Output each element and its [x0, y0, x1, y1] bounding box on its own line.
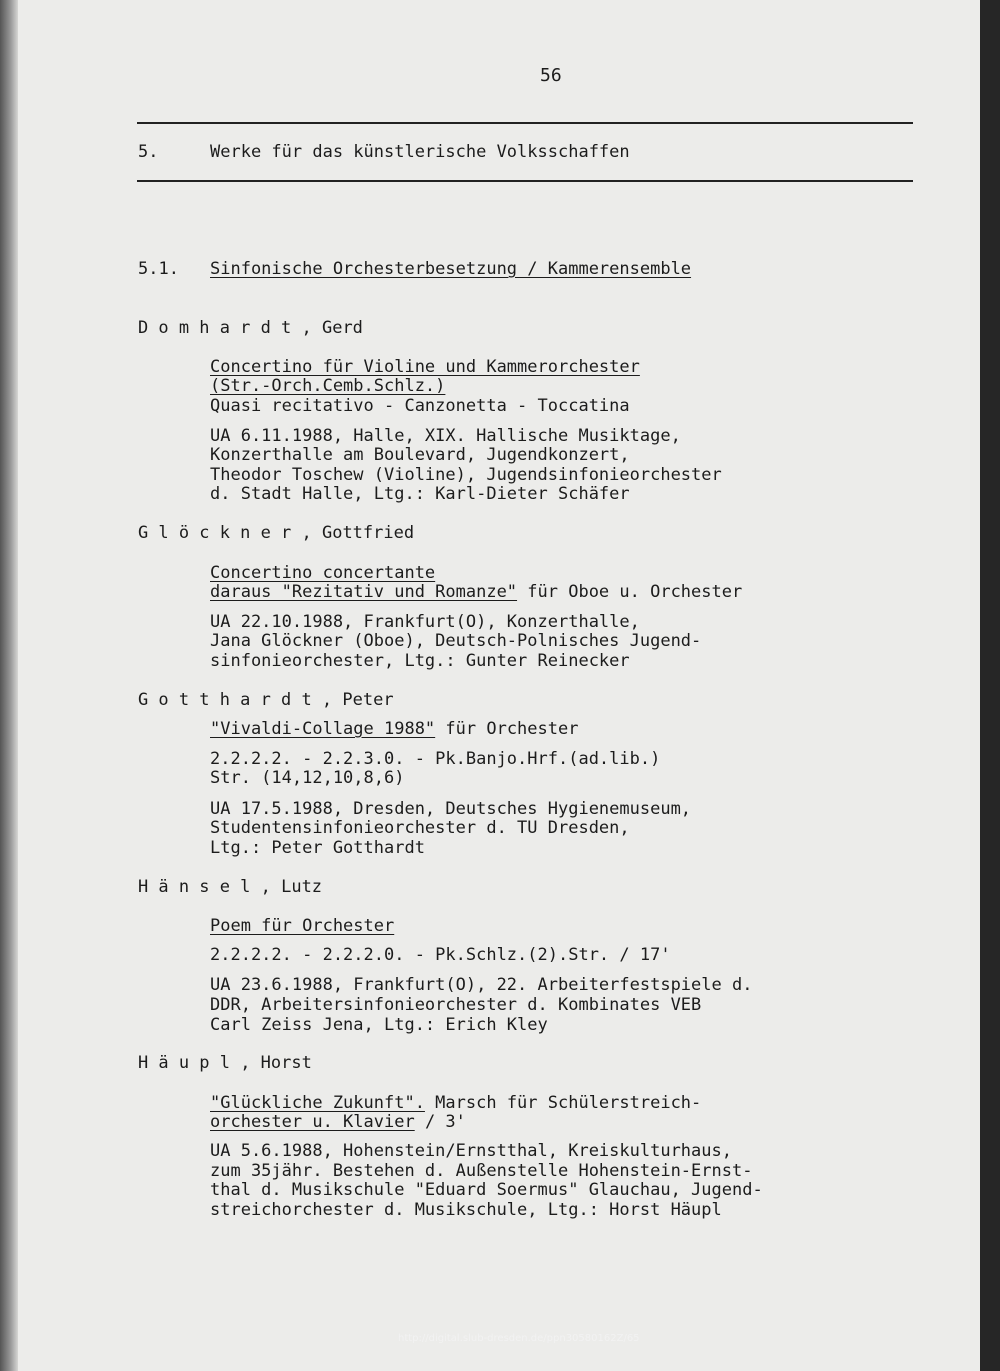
work-title-line	[210, 1094, 701, 1114]
work-title-line-2	[210, 1113, 466, 1133]
section-title: Werke für das künstlerische Volksschaffen	[210, 142, 630, 162]
work-title-description: Marsch für Schülerstreich-	[424, 1093, 702, 1113]
work-title-continued: orchester u. Klavier	[210, 1112, 415, 1132]
section-number: 5.	[138, 142, 159, 162]
work-title: Concertino für Violine und Kammerorchester	[210, 357, 640, 377]
premiere-line: d. Stadt Halle, Ltg.: Karl-Dieter Schäfer	[210, 484, 630, 504]
premiere-line: Studentensinfonieorchester d. TU Dresden,	[210, 818, 630, 838]
section-rule-bottom	[137, 180, 913, 182]
composer-name: Gotthardt, Peter	[138, 690, 394, 710]
scoring-line: Str. (14,12,10,8,6)	[210, 768, 405, 788]
scoring-line: 2.2.2.2. - 2.2.2.0. - Pk.Schlz.(2).Str. / 17'	[210, 945, 671, 965]
work-title-line	[210, 720, 578, 740]
work-excerpt-title: daraus "Rezitativ und Romanze"	[210, 582, 518, 602]
premiere-line: UA 23.6.1988, Frankfurt(O), 22. Arbeiterfestspiele d.	[210, 975, 753, 995]
work-title: Concertino concertante	[210, 563, 436, 583]
premiere-line: Konzerthalle am Boulevard, Jugendkonzert,	[210, 445, 630, 465]
composer-surname: Glöckner	[138, 523, 302, 543]
premiere-line: Ltg.: Peter Gotthardt	[210, 838, 425, 858]
work-title: "Glückliche Zukunft".	[210, 1093, 425, 1113]
premiere-line: UA 17.5.1988, Dresden, Deutsches Hygienemuseum,	[210, 799, 692, 819]
composer-firstname: Gottfried	[321, 523, 415, 543]
subsection-number: 5.1.	[138, 259, 179, 279]
premiere-line: DDR, Arbeitersinfonieorchester d. Kombinates VEB	[210, 995, 702, 1015]
scoring-line: 2.2.2.2. - 2.2.3.0. - Pk.Banjo.Hrf.(ad.lib.)	[210, 749, 661, 769]
composer-firstname: Lutz	[281, 877, 323, 897]
composer-name: Häupl, Horst	[138, 1053, 312, 1073]
composer-firstname: Peter	[342, 690, 394, 710]
page-number: 56	[540, 65, 562, 86]
source-url-watermark: http://digital.slub-dresden.de/ppn30580162Z/65	[398, 1333, 640, 1344]
composer-surname: Gotthardt	[138, 690, 322, 710]
premiere-line: UA 6.11.1988, Halle, XIX. Hallische Musiktage,	[210, 426, 681, 446]
composer-name: Domhardt, Gerd	[138, 318, 363, 338]
composer-surname: Hänsel	[138, 877, 261, 897]
premiere-line: streichorchester d. Musikschule, Ltg.: Horst Häupl	[210, 1200, 722, 1220]
work-instrumentation: (Str.-Orch.Cemb.Schlz.)	[210, 376, 446, 396]
premiere-line: Theodor Toschew (Violine), Jugendsinfonieorchester	[210, 465, 722, 485]
premiere-line: zum 35jähr. Bestehen d. Außenstelle Hohenstein-Ernst-	[210, 1161, 753, 1181]
work-title: Poem für Orchester	[210, 916, 395, 936]
composer-firstname: Horst	[260, 1053, 312, 1073]
premiere-line: Carl Zeiss Jena, Ltg.: Erich Kley	[210, 1015, 548, 1035]
work-duration: / 3'	[414, 1112, 466, 1132]
composer-surname: Domhardt	[138, 318, 302, 338]
work-excerpt	[210, 583, 742, 603]
subsection-title: Sinfonische Orchesterbesetzung / Kammerensemble	[210, 259, 692, 279]
premiere-line: UA 5.6.1988, Hohenstein/Ernstthal, Kreiskulturhaus,	[210, 1141, 732, 1161]
premiere-line: sinfonieorchester, Ltg.: Gunter Reinecker	[210, 651, 630, 671]
section-rule-top	[137, 122, 913, 124]
composer-name: Hänsel, Lutz	[138, 877, 323, 897]
scan-left-edge	[0, 0, 18, 1371]
composer-name: Glöckner, Gottfried	[138, 523, 415, 543]
work-title-scoring: für Orchester	[435, 719, 579, 739]
composer-surname: Häupl	[138, 1053, 241, 1073]
work-excerpt-scoring: für Oboe u. Orchester	[517, 582, 743, 602]
scan-right-edge	[980, 0, 1000, 1371]
premiere-line: Jana Glöckner (Oboe), Deutsch-Polnisches Jugend-	[210, 631, 702, 651]
premiere-line: UA 22.10.1988, Frankfurt(O), Konzerthalle,	[210, 612, 640, 632]
composer-firstname: Gerd	[321, 318, 363, 338]
work-title: "Vivaldi-Collage 1988"	[210, 719, 436, 739]
premiere-line: thal d. Musikschule "Eduard Soermus" Glauchau, Jugend-	[210, 1180, 763, 1200]
work-movements: Quasi recitativo - Canzonetta - Toccatina	[210, 396, 630, 416]
